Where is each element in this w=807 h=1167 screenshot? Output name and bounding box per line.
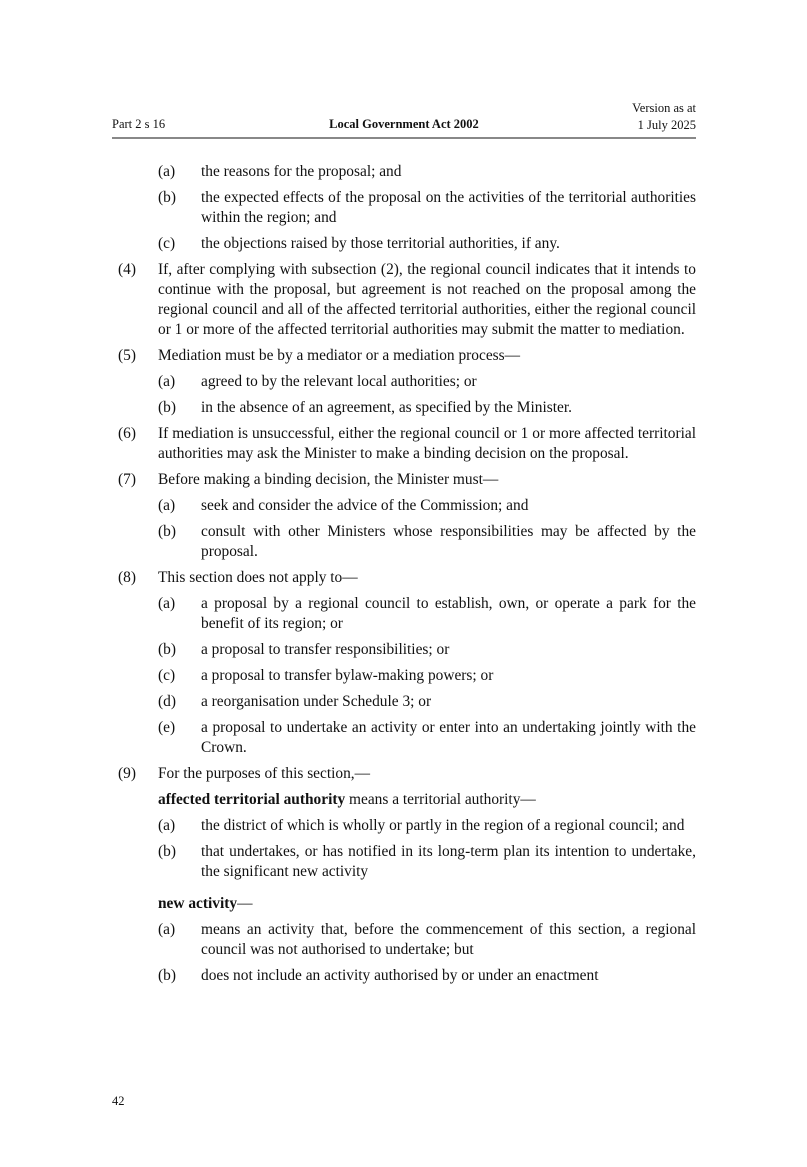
item-text: a reorganisation under Schedule 3; or: [201, 693, 432, 710]
item-label: (b): [158, 189, 176, 206]
act-title: Local Government Act 2002: [329, 117, 479, 131]
definition-text: —: [237, 895, 253, 912]
item-label: (a): [158, 163, 176, 180]
item-label: (4): [118, 261, 136, 278]
paragraph: [112, 692, 696, 712]
subsection: [112, 470, 696, 490]
item-label: (c): [158, 235, 176, 252]
subsection: [112, 764, 696, 784]
item-text: a proposal by a regional council to establish, own, or operate a park for the benefit of its region; or: [201, 595, 696, 632]
paragraph: [112, 398, 696, 418]
item-text: a proposal to undertake an activity or enter into an undertaking jointly with the Crown.: [201, 719, 696, 756]
paragraph: [112, 718, 696, 758]
paragraph: [112, 496, 696, 516]
item-text: This section does not apply to—: [158, 569, 358, 586]
paragraph: [112, 920, 696, 960]
item-text: Before making a binding decision, the Minister must—: [158, 471, 499, 488]
subsection: [112, 424, 696, 464]
version-label: Version as at: [632, 101, 696, 115]
paragraph: [112, 842, 696, 882]
item-text: a proposal to transfer responsibilities; or: [201, 641, 450, 658]
item-text: means an activity that, before the commencement of this section, a regional council was not authorised to undertake; but: [201, 921, 696, 958]
version-info: [632, 100, 696, 134]
item-label: (8): [118, 569, 136, 586]
item-text: If mediation is unsuccessful, either the regional council or 1 or more affected territorial authorities may ask the Minister to make a binding decision on the proposal.: [158, 425, 696, 462]
item-text: consult with other Ministers whose responsibilities may be affected by the proposal.: [201, 523, 696, 560]
defined-term: affected territorial authority: [158, 791, 346, 808]
item-text: If, after complying with subsection (2), the regional council indicates that it intends to continue with the proposal, but agreement is not reached on the proposal among the regional council and all of the affected territorial authorities, either the regional council or 1 or more of the affected territorial authorities may submit the matter to mediation.: [158, 261, 696, 338]
paragraph: [112, 522, 696, 562]
subsection: [112, 346, 696, 366]
page-number: 42: [112, 1094, 125, 1108]
item-label: (b): [158, 967, 176, 984]
part-section-ref: Part 2 s 16: [112, 117, 166, 131]
item-text: Mediation must be by a mediator or a mediation process—: [158, 347, 521, 364]
definition: [112, 894, 696, 914]
header-rule: [112, 137, 696, 139]
paragraph: [112, 162, 696, 182]
item-text: in the absence of an agreement, as specified by the Minister.: [201, 399, 572, 416]
item-text: seek and consider the advice of the Commission; and: [201, 497, 529, 514]
item-text: agreed to by the relevant local authorities; or: [201, 373, 477, 390]
defined-term: new activity: [158, 895, 238, 912]
item-text: the district of which is wholly or partly in the region of a regional council; and: [201, 817, 685, 834]
paragraph: [112, 966, 696, 986]
version-date: 1 July 2025: [637, 118, 696, 132]
item-label: (6): [118, 425, 136, 442]
item-label: (b): [158, 399, 176, 416]
section-body: [112, 162, 696, 992]
subsection: [112, 260, 696, 340]
paragraph: [112, 816, 696, 836]
paragraph: [112, 234, 696, 254]
paragraph: [112, 594, 696, 634]
item-label: (b): [158, 843, 176, 860]
item-label: (a): [158, 595, 176, 612]
item-label: (b): [158, 523, 176, 540]
item-label: (7): [118, 471, 136, 488]
paragraph: [112, 640, 696, 660]
item-label: (d): [158, 693, 176, 710]
item-text: the objections raised by those territorial authorities, if any.: [201, 235, 560, 252]
item-label: (9): [118, 765, 136, 782]
item-text: For the purposes of this section,—: [158, 765, 371, 782]
item-label: (a): [158, 497, 176, 514]
definition-text: means a territorial authority—: [345, 791, 536, 808]
item-text: a proposal to transfer bylaw-making powers; or: [201, 667, 494, 684]
item-text: the expected effects of the proposal on the activities of the territorial authorities within the region; and: [201, 189, 696, 226]
item-text: the reasons for the proposal; and: [201, 163, 402, 180]
paragraph: [112, 666, 696, 686]
paragraph: [112, 372, 696, 392]
paragraph: [112, 188, 696, 228]
definition: [112, 790, 696, 810]
item-label: (b): [158, 641, 176, 658]
item-label: (c): [158, 667, 176, 684]
item-label: (a): [158, 373, 176, 390]
item-text: that undertakes, or has notified in its long-term plan its intention to undertake, the significant new activity: [201, 843, 696, 880]
item-label: (5): [118, 347, 136, 364]
subsection: [112, 568, 696, 588]
item-text: does not include an activity authorised by or under an enactment: [201, 967, 599, 984]
item-label: (a): [158, 921, 176, 938]
item-label: (a): [158, 817, 176, 834]
item-label: (e): [158, 719, 176, 736]
